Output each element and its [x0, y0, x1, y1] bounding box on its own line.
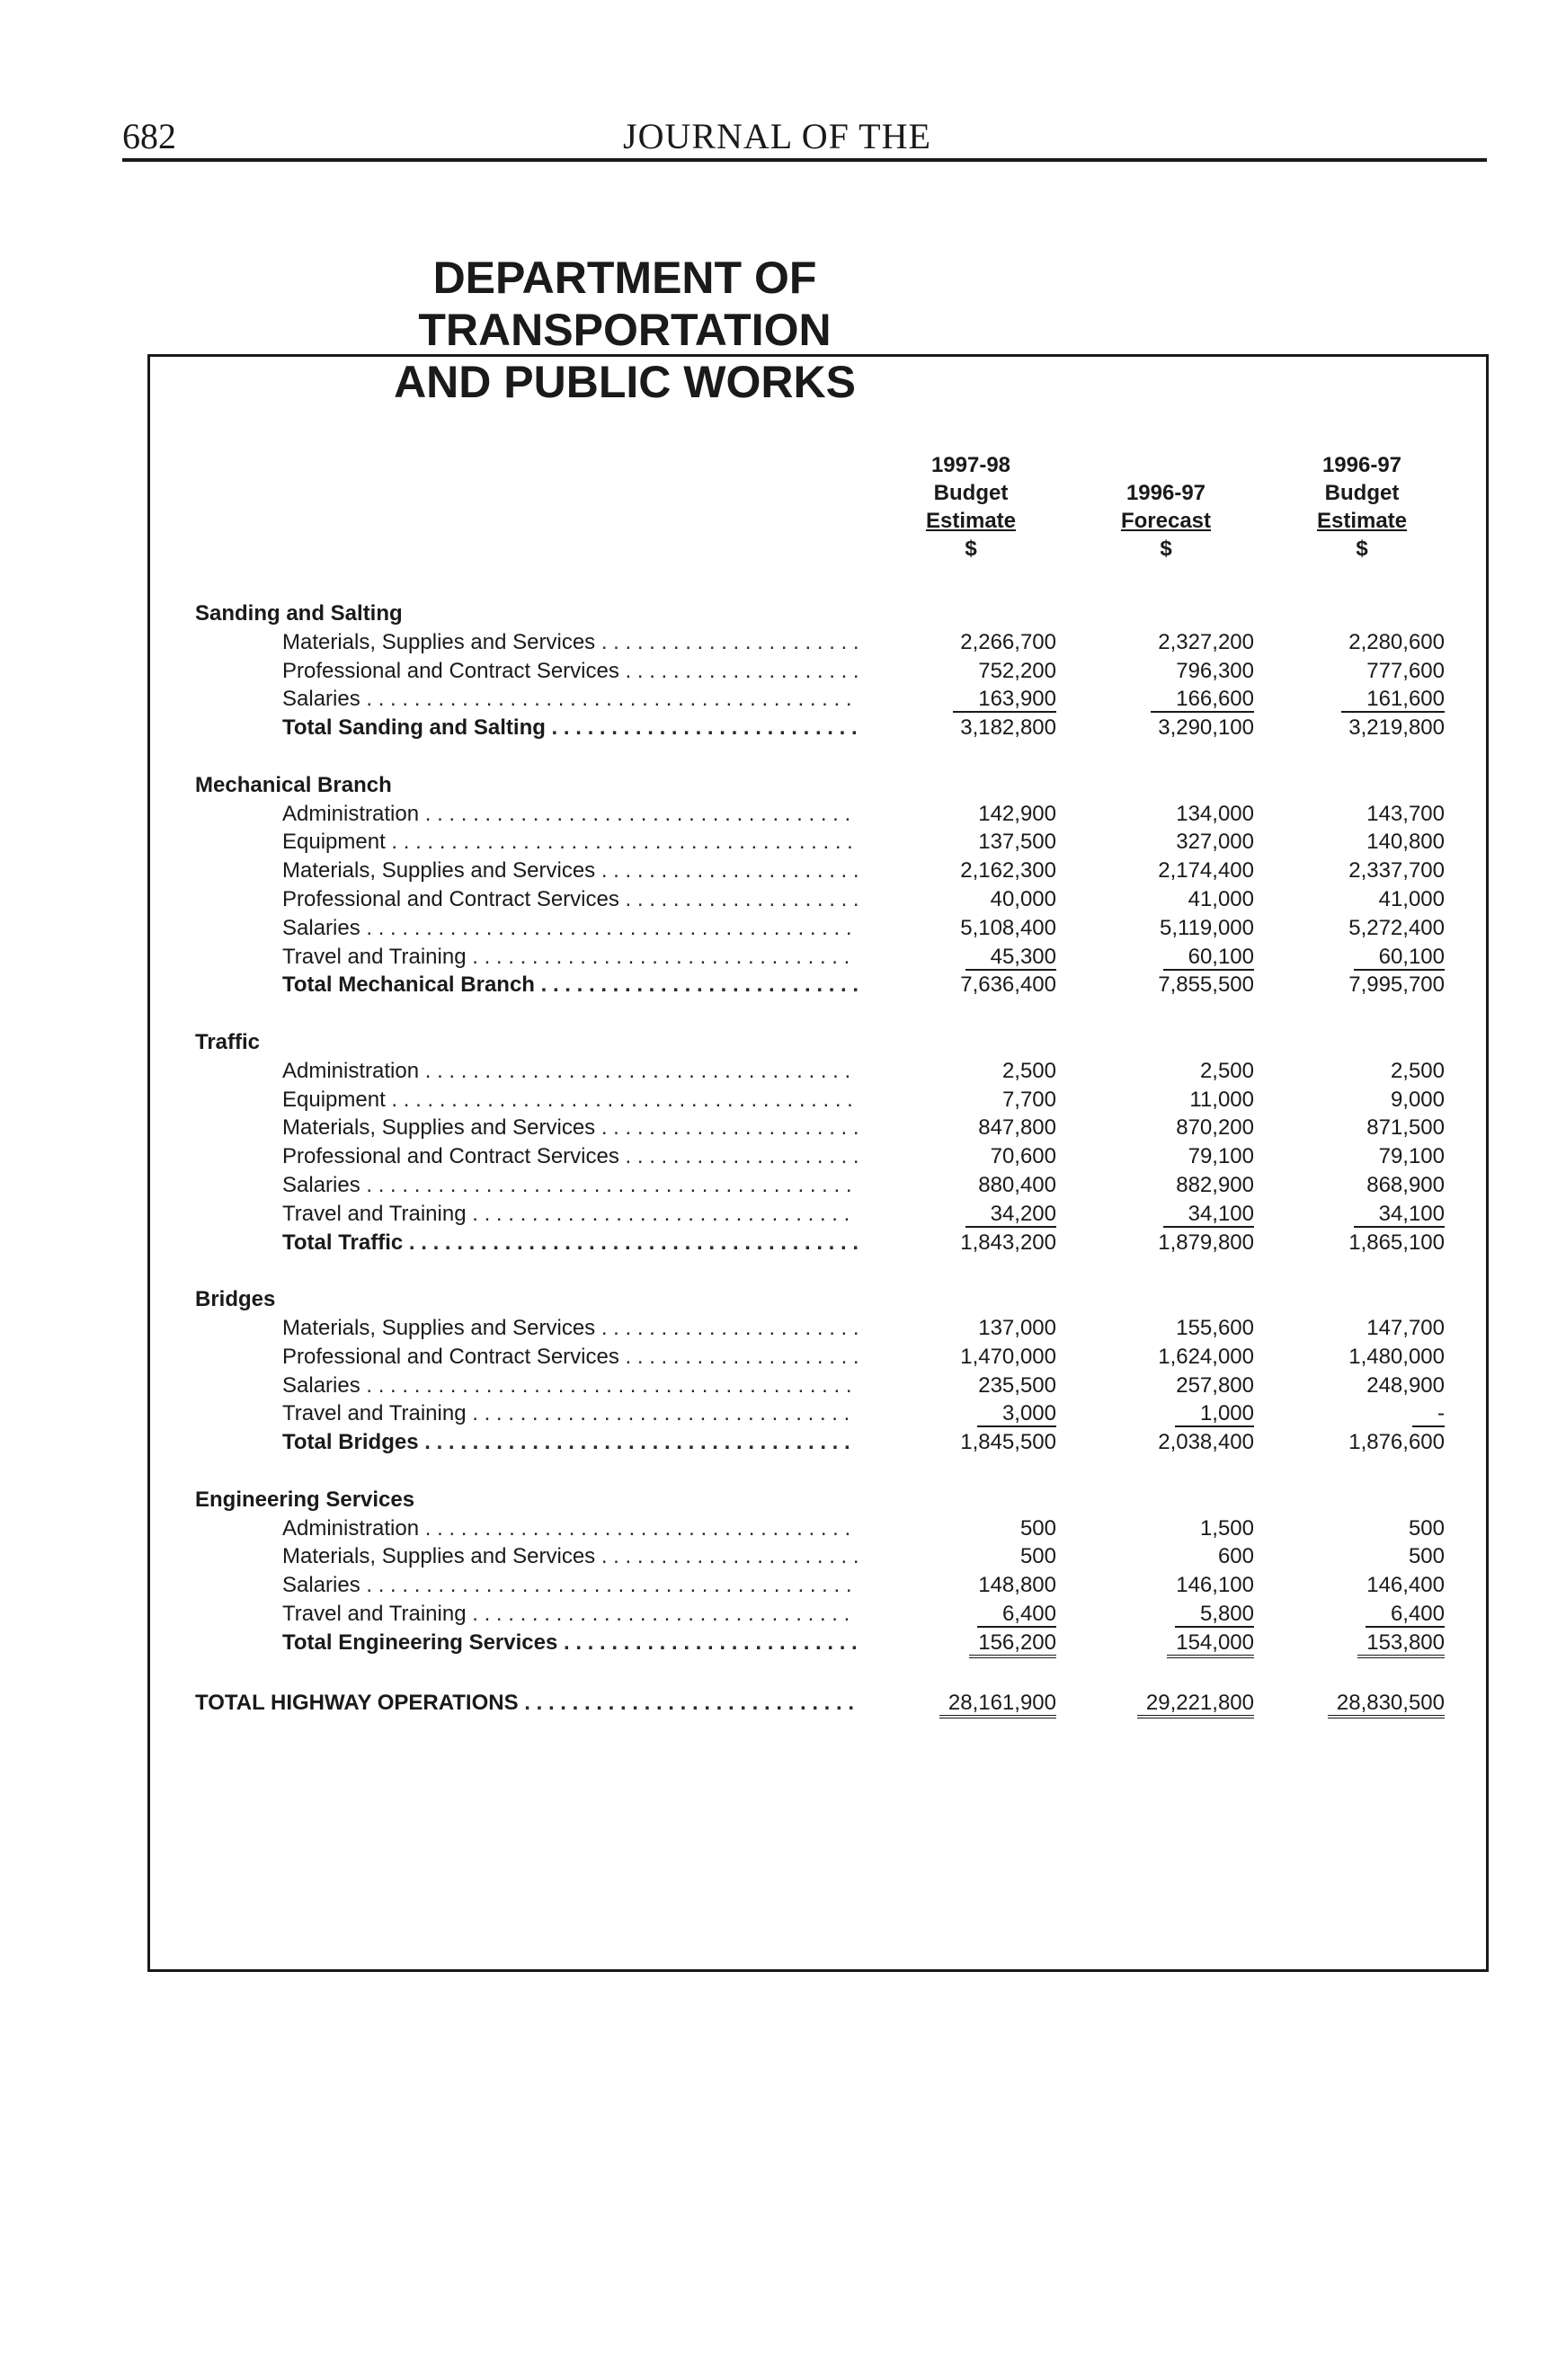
row-value-col-1 [885, 1229, 1056, 1257]
section-name: Mechanical Branch [195, 772, 392, 797]
column-header-line: Budget [933, 481, 1009, 505]
row-value-col-1 [885, 1142, 1056, 1171]
row-value-col-1 [885, 714, 1056, 742]
section-name: Sanding and Salting [195, 601, 403, 626]
table-row [0, 1314, 1557, 1343]
row-value-col-2 [1079, 1629, 1254, 1657]
cell-value: 1,624,000 [1158, 1344, 1254, 1369]
cell-value: 161,600 [1341, 687, 1445, 713]
table-row [0, 885, 1557, 914]
row-value-col-3 [1268, 1229, 1445, 1257]
cell-value: 1,879,800 [1158, 1230, 1254, 1255]
cell-value: 60,100 [1354, 945, 1445, 971]
grand-total-col-2 [1079, 1689, 1254, 1718]
row-value-col-2 [1079, 1086, 1254, 1115]
cell-value: 41,000 [1378, 887, 1445, 911]
cell-value: 882,900 [1176, 1173, 1254, 1197]
row-value-col-1 [885, 657, 1056, 686]
cell-value: 2,500 [1199, 1058, 1254, 1083]
cell-value: 7,995,700 [1348, 972, 1445, 998]
row-value-col-3 [1268, 1086, 1445, 1115]
table-row [0, 1142, 1557, 1171]
row-value-col-2 [1079, 885, 1254, 914]
cell-value: 29,221,800 [1137, 1691, 1254, 1718]
row-label: Professional and Contract Services . . . [282, 657, 858, 686]
row-value-col-3 [1268, 1542, 1445, 1571]
cell-value: 257,800 [1176, 1372, 1254, 1398]
cell-value: 6,400 [977, 1602, 1056, 1628]
cell-value: 2,500 [1390, 1058, 1445, 1083]
row-value-col-2 [1079, 1142, 1254, 1171]
running-head [122, 115, 1487, 162]
cell-value: 7,700 [1001, 1087, 1056, 1112]
row-label: Equipment . . . [282, 828, 858, 857]
section-total-row [0, 714, 1557, 742]
cell-value: 327,000 [1176, 830, 1254, 855]
section-name: Bridges [195, 1287, 276, 1312]
row-value-col-1 [885, 1343, 1056, 1372]
row-value-col-2 [1079, 1057, 1254, 1086]
grand-total-label: TOTAL HIGHWAY OPERATIONS . . . [195, 1689, 858, 1718]
row-value-col-1 [885, 1114, 1056, 1142]
table-row [0, 1086, 1557, 1115]
cell-value: 2,038,400 [1158, 1430, 1254, 1455]
journal-title: JOURNAL OF THE [623, 116, 931, 156]
cell-value: 1,480,000 [1348, 1344, 1445, 1369]
grand-total-col-1 [885, 1689, 1056, 1718]
row-label: Materials, Supplies and Services . . . [282, 628, 858, 657]
cell-value: 5,108,400 [960, 915, 1056, 940]
cell-value: 1,470,000 [960, 1344, 1056, 1369]
row-value-col-3 [1268, 800, 1445, 829]
row-value-col-3 [1268, 857, 1445, 885]
cell-value: 5,119,000 [1160, 915, 1254, 940]
cell-value: 2,500 [1001, 1058, 1056, 1083]
table-row [0, 828, 1557, 857]
column-header-3 [1245, 451, 1479, 563]
row-value-col-2 [1079, 971, 1254, 999]
row-value-col-3 [1268, 943, 1445, 972]
column-header-line: $ [1356, 537, 1368, 561]
table-row [0, 1343, 1557, 1372]
row-label: Salaries . . . [282, 1372, 858, 1400]
cell-value: 5,272,400 [1348, 915, 1445, 940]
cell-value: 3,182,800 [960, 715, 1056, 741]
row-value-col-2 [1079, 1428, 1254, 1457]
cell-value: 1,865,100 [1348, 1230, 1445, 1255]
cell-value: 134,000 [1176, 801, 1254, 826]
cell-value: 28,161,900 [939, 1691, 1056, 1718]
row-label: Travel and Training . . . [282, 943, 858, 972]
cell-value: 137,000 [978, 1316, 1056, 1340]
cell-value: 235,500 [978, 1372, 1056, 1398]
row-value-col-1 [885, 857, 1056, 885]
section-heading [0, 1028, 1557, 1057]
row-label: Salaries . . . [282, 1171, 858, 1200]
row-value-col-2 [1079, 1542, 1254, 1571]
section-total-row [0, 1229, 1557, 1257]
cell-value: 500 [1019, 1544, 1056, 1569]
row-value-col-3 [1268, 1171, 1445, 1200]
cell-value: 146,400 [1366, 1573, 1445, 1598]
row-value-col-1 [885, 1428, 1056, 1457]
row-label: Travel and Training . . . [282, 1600, 858, 1629]
row-value-col-3 [1268, 914, 1445, 943]
row-label: Materials, Supplies and Services . . . [282, 1314, 858, 1343]
cell-value: 7,636,400 [960, 972, 1056, 998]
row-value-col-2 [1079, 1200, 1254, 1229]
cell-value: 5,800 [1175, 1602, 1254, 1628]
row-value-col-1 [885, 628, 1056, 657]
cell-value: 70,600 [990, 1144, 1056, 1169]
row-value-col-1 [885, 1542, 1056, 1571]
row-label: Professional and Contract Services . . . [282, 1343, 858, 1372]
cell-value: 1,845,500 [960, 1430, 1056, 1455]
table-row [0, 1171, 1557, 1200]
row-value-col-1 [885, 914, 1056, 943]
row-value-col-3 [1268, 657, 1445, 686]
row-label: Professional and Contract Services . . . [282, 885, 858, 914]
row-value-col-2 [1079, 857, 1254, 885]
row-label: Travel and Training . . . [282, 1200, 858, 1229]
row-value-col-1 [885, 1171, 1056, 1200]
cell-value: 3,219,800 [1348, 715, 1445, 741]
cell-value: 871,500 [1366, 1115, 1445, 1141]
row-value-col-1 [885, 1571, 1056, 1600]
row-value-col-2 [1079, 1314, 1254, 1343]
title-line-1: DEPARTMENT OF TRANSPORTATION [418, 253, 832, 355]
cell-value: 870,200 [1176, 1115, 1254, 1141]
row-value-col-3 [1268, 1057, 1445, 1086]
row-value-col-2 [1079, 628, 1254, 657]
table-row [0, 1057, 1557, 1086]
section-total-row [0, 1428, 1557, 1457]
row-value-col-3 [1268, 1142, 1445, 1171]
row-value-col-2 [1079, 1372, 1254, 1400]
row-value-col-2 [1079, 1343, 1254, 1372]
row-value-col-3 [1268, 1343, 1445, 1372]
cell-value: 60,100 [1163, 945, 1254, 971]
cell-value: 9,000 [1390, 1087, 1445, 1112]
row-value-col-3 [1268, 1428, 1445, 1457]
cell-value: 2,337,700 [1348, 858, 1445, 884]
column-header-line: Forecast [1120, 509, 1212, 533]
cell-value: 11,000 [1189, 1087, 1254, 1112]
cell-value: 153,800 [1357, 1630, 1445, 1658]
cell-value: 1,500 [1199, 1515, 1254, 1541]
cell-value: 600 [1217, 1544, 1254, 1569]
row-value-col-1 [885, 685, 1056, 714]
table-row [0, 1542, 1557, 1571]
row-label: Salaries . . . [282, 685, 858, 714]
table-row [0, 943, 1557, 972]
cell-value: 155,600 [1176, 1316, 1254, 1340]
cell-value: 40,000 [990, 887, 1056, 911]
cell-value: 45,300 [965, 945, 1056, 971]
column-header-line: 1996-97 [1125, 481, 1206, 505]
table-row [0, 914, 1557, 943]
row-value-col-1 [885, 1600, 1056, 1629]
section-heading [0, 771, 1557, 800]
grand-total-col-3 [1268, 1689, 1445, 1718]
cell-value: 156,200 [969, 1630, 1056, 1658]
row-label: Materials, Supplies and Services . . . [282, 857, 858, 885]
grand-total-row [0, 1689, 1557, 1718]
cell-value: 6,400 [1366, 1602, 1445, 1628]
row-value-col-1 [885, 1372, 1056, 1400]
row-label: Professional and Contract Services . . . [282, 1142, 858, 1171]
row-value-col-3 [1268, 971, 1445, 999]
table-row [0, 1600, 1557, 1629]
row-value-col-2 [1079, 1114, 1254, 1142]
row-value-col-2 [1079, 714, 1254, 742]
cell-value: 777,600 [1366, 658, 1445, 683]
row-label: Total Bridges . . . [282, 1428, 858, 1457]
table-row [0, 1571, 1557, 1600]
row-value-col-2 [1079, 1229, 1254, 1257]
row-value-col-3 [1268, 685, 1445, 714]
column-header-line: Estimate [1316, 509, 1408, 533]
row-label: Salaries . . . [282, 1571, 858, 1600]
cell-value: 500 [1019, 1515, 1056, 1541]
cell-value: 796,300 [1176, 658, 1254, 683]
row-value-col-1 [885, 1086, 1056, 1115]
cell-value: 154,000 [1167, 1630, 1254, 1658]
row-label: Total Sanding and Salting . . . [282, 714, 858, 742]
table-row [0, 857, 1557, 885]
row-value-col-3 [1268, 1372, 1445, 1400]
row-label: Total Mechanical Branch . . . [282, 971, 858, 999]
row-label: Materials, Supplies and Services . . . [282, 1114, 858, 1142]
row-label: Total Engineering Services . . . [282, 1629, 858, 1657]
table-row [0, 657, 1557, 686]
row-value-col-1 [885, 800, 1056, 829]
cell-value: 2,174,400 [1158, 858, 1254, 884]
cell-value: 847,800 [978, 1115, 1056, 1141]
table-row [0, 1514, 1557, 1543]
cell-value: 28,830,500 [1328, 1691, 1445, 1718]
section-heading [0, 1285, 1557, 1314]
section-heading [0, 599, 1557, 628]
cell-value: 79,100 [1188, 1144, 1254, 1169]
column-header-line: 1997-98 [930, 453, 1011, 477]
row-label: Administration . . . [282, 1057, 858, 1086]
row-value-col-1 [885, 943, 1056, 972]
table-row [0, 800, 1557, 829]
table-row [0, 628, 1557, 657]
row-label: Total Traffic . . . [282, 1229, 858, 1257]
row-value-col-3 [1268, 1399, 1445, 1428]
row-value-col-2 [1079, 1571, 1254, 1600]
row-value-col-1 [885, 1514, 1056, 1543]
row-value-col-3 [1268, 1114, 1445, 1142]
row-label: Materials, Supplies and Services . . . [282, 1542, 858, 1571]
row-value-col-3 [1268, 1200, 1445, 1229]
cell-value: 148,800 [978, 1573, 1056, 1598]
column-header-line: $ [1160, 537, 1172, 561]
cell-value: 880,400 [978, 1173, 1056, 1197]
column-header-line: Budget [1324, 481, 1400, 505]
cell-value: - [1412, 1401, 1445, 1427]
table-row [0, 1200, 1557, 1229]
row-value-col-2 [1079, 657, 1254, 686]
cell-value: 3,290,100 [1158, 715, 1254, 741]
cell-value: 500 [1408, 1544, 1445, 1569]
section-name: Traffic [195, 1030, 261, 1054]
row-label: Administration . . . [282, 800, 858, 829]
row-value-col-2 [1079, 1600, 1254, 1629]
column-header-line: Estimate [925, 509, 1017, 533]
cell-value: 79,100 [1378, 1144, 1445, 1169]
row-label: Salaries . . . [282, 914, 858, 943]
row-value-col-1 [885, 1314, 1056, 1343]
row-value-col-3 [1268, 828, 1445, 857]
row-value-col-3 [1268, 714, 1445, 742]
row-value-col-1 [885, 828, 1056, 857]
row-value-col-2 [1079, 1514, 1254, 1543]
cell-value: 147,700 [1366, 1316, 1445, 1340]
cell-value: 1,843,200 [960, 1230, 1056, 1255]
row-value-col-2 [1079, 943, 1254, 972]
table-row [0, 685, 1557, 714]
section-name: Engineering Services [195, 1487, 415, 1512]
cell-value: 752,200 [978, 658, 1056, 683]
cell-value: 500 [1408, 1515, 1445, 1541]
cell-value: 2,162,300 [960, 858, 1056, 884]
row-value-col-3 [1268, 1600, 1445, 1629]
row-value-col-3 [1268, 1514, 1445, 1543]
section-heading [0, 1486, 1557, 1514]
row-value-col-3 [1268, 1571, 1445, 1600]
cell-value: 41,000 [1188, 887, 1254, 911]
cell-value: 2,266,700 [960, 629, 1056, 654]
cell-value: 2,280,600 [1348, 629, 1445, 654]
cell-value: 1,876,600 [1348, 1430, 1445, 1455]
cell-value: 146,100 [1176, 1573, 1254, 1598]
row-value-col-3 [1268, 1314, 1445, 1343]
column-header-line: $ [965, 537, 977, 561]
cell-value: 140,800 [1366, 830, 1445, 855]
cell-value: 143,700 [1366, 801, 1445, 826]
cell-value: 34,200 [965, 1202, 1056, 1228]
row-label: Travel and Training . . . [282, 1399, 858, 1428]
title-line-2: AND PUBLIC WORKS [394, 357, 856, 407]
row-value-col-3 [1268, 628, 1445, 657]
cell-value: 34,100 [1354, 1202, 1445, 1228]
cell-value: 868,900 [1366, 1173, 1445, 1197]
row-value-col-1 [885, 1057, 1056, 1086]
row-value-col-2 [1079, 828, 1254, 857]
cell-value: 142,900 [978, 801, 1056, 826]
page-number: 682 [122, 116, 176, 156]
cell-value: 3,000 [977, 1401, 1056, 1427]
row-value-col-2 [1079, 685, 1254, 714]
cell-value: 2,327,200 [1158, 629, 1254, 654]
cell-value: 7,855,500 [1158, 972, 1254, 998]
cell-value: 166,600 [1151, 687, 1254, 713]
table-row [0, 1399, 1557, 1428]
row-value-col-2 [1079, 914, 1254, 943]
row-value-col-1 [885, 971, 1056, 999]
section-total-row [0, 1629, 1557, 1657]
cell-value: 34,100 [1163, 1202, 1254, 1228]
row-value-col-2 [1079, 1171, 1254, 1200]
row-value-col-2 [1079, 800, 1254, 829]
table-row [0, 1372, 1557, 1400]
row-value-col-1 [885, 885, 1056, 914]
cell-value: 248,900 [1366, 1372, 1445, 1398]
row-label: Administration . . . [282, 1514, 858, 1543]
section-total-row [0, 971, 1557, 999]
row-value-col-1 [885, 1629, 1056, 1657]
row-value-col-2 [1079, 1399, 1254, 1428]
row-label: Equipment . . . [282, 1086, 858, 1115]
row-value-col-3 [1268, 1629, 1445, 1657]
column-header-line: 1996-97 [1321, 453, 1402, 477]
table-row [0, 1114, 1557, 1142]
row-value-col-1 [885, 1200, 1056, 1229]
cell-value: 137,500 [978, 830, 1056, 855]
row-value-col-1 [885, 1399, 1056, 1428]
cell-value: 1,000 [1175, 1401, 1254, 1427]
row-value-col-3 [1268, 885, 1445, 914]
cell-value: 163,900 [953, 687, 1056, 713]
